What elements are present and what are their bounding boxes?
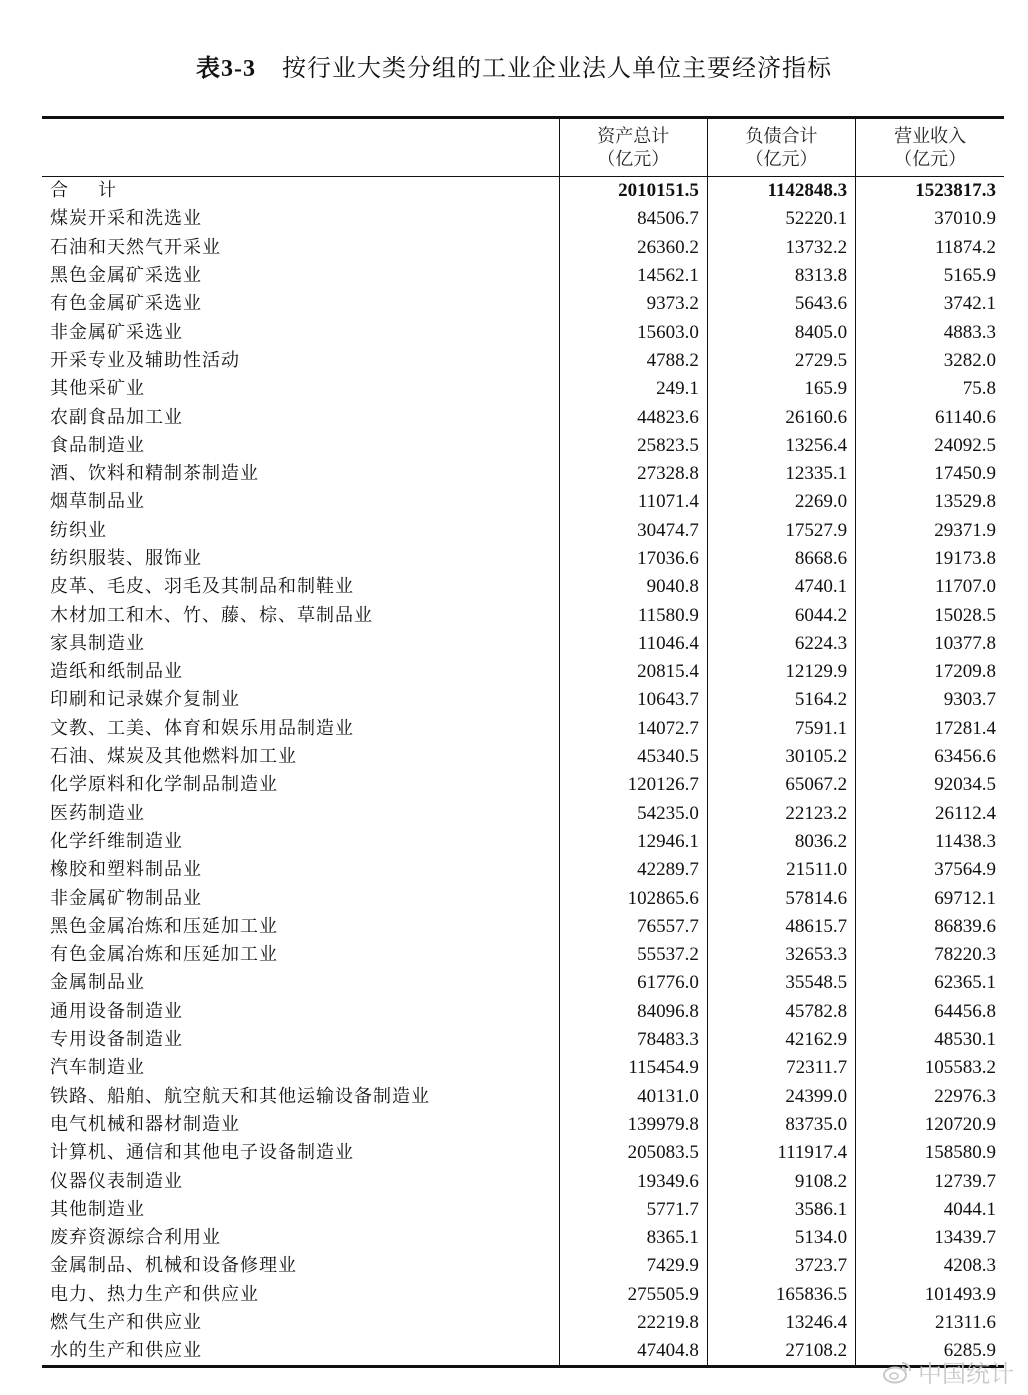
assets-value: 9373.2 xyxy=(559,290,707,318)
revenue-value: 63456.6 xyxy=(856,743,1004,771)
table-row xyxy=(42,969,1004,997)
watermark-text: 中国统计 xyxy=(918,1360,1014,1388)
table-title-text: 按行业大类分组的工业企业法人单位主要经济指标 xyxy=(282,54,832,82)
assets-value: 55537.2 xyxy=(559,941,707,969)
revenue-value: 101493.9 xyxy=(856,1281,1004,1309)
table-row xyxy=(42,1139,1004,1167)
industry-name: 计算机、通信和其他电子设备制造业 xyxy=(50,1142,354,1164)
liabilities-value: 4740.1 xyxy=(707,573,855,601)
liabilities-value: 13256.4 xyxy=(707,432,855,460)
industry-name: 纺织服装、服饰业 xyxy=(50,548,202,569)
revenue-value: 37010.9 xyxy=(856,205,1004,233)
assets-value: 14072.7 xyxy=(559,715,707,743)
liabilities-value: 8036.2 xyxy=(707,828,855,856)
assets-value: 45340.5 xyxy=(559,743,707,771)
revenue-value: 13439.7 xyxy=(856,1224,1004,1252)
assets-value: 11580.9 xyxy=(559,601,707,629)
liabilities-value: 65067.2 xyxy=(707,771,855,799)
table-row xyxy=(42,771,1004,799)
assets-value: 275505.9 xyxy=(559,1281,707,1309)
assets-value: 11071.4 xyxy=(559,488,707,516)
liabilities-value: 22123.2 xyxy=(707,800,855,828)
liabilities-value: 165.9 xyxy=(707,375,855,403)
industry-name: 非金属矿物制品业 xyxy=(50,887,202,909)
table-row xyxy=(42,800,1004,828)
revenue-value: 9303.7 xyxy=(856,686,1004,714)
liabilities-value: 21511.0 xyxy=(707,856,855,884)
revenue-value: 19173.8 xyxy=(856,545,1004,573)
liabilities-value: 72311.7 xyxy=(707,1054,855,1082)
liabilities-value: 6044.2 xyxy=(707,601,855,629)
liabilities-value: 32653.3 xyxy=(707,941,855,969)
table-row xyxy=(42,630,1004,658)
industry-name: 有色金属冶炼和压延加工业 xyxy=(50,944,278,966)
industry-name: 金属制品业 xyxy=(50,972,145,994)
assets-value: 44823.6 xyxy=(559,403,707,431)
liabilities-value: 5134.0 xyxy=(707,1224,855,1252)
assets-value: 10643.7 xyxy=(559,686,707,714)
industry-name: 燃气生产和供应业 xyxy=(50,1312,202,1334)
revenue-value: 158580.9 xyxy=(856,1139,1004,1167)
assets-value: 9040.8 xyxy=(559,573,707,601)
liabilities-value: 13732.2 xyxy=(707,234,855,262)
liabilities-value: 6224.3 xyxy=(707,630,855,658)
revenue-value: 10377.8 xyxy=(856,630,1004,658)
industry-name: 其他采矿业 xyxy=(50,378,145,400)
industry-name: 医药制造业 xyxy=(50,802,145,824)
revenue-value: 48530.1 xyxy=(856,1026,1004,1054)
industry-name: 开采专业及辅助性活动 xyxy=(50,349,240,371)
industry-name: 石油、煤炭及其他燃料加工业 xyxy=(50,746,297,768)
revenue-value: 86839.6 xyxy=(856,913,1004,941)
revenue-value: 5165.9 xyxy=(856,262,1004,290)
liabilities-value: 12335.1 xyxy=(707,460,855,488)
industry-name: 农副食品加工业 xyxy=(50,406,183,428)
industry-name: 木材加工和木、竹、藤、棕、草制品业 xyxy=(50,604,373,626)
assets-value: 17036.6 xyxy=(559,545,707,573)
industry-name: 造纸和纸制品业 xyxy=(50,661,183,683)
total-liabilities-value: 1142848.3 xyxy=(707,177,855,206)
table-row xyxy=(42,290,1004,318)
industry-name: 化学原料和化学制品制造业 xyxy=(50,774,278,796)
revenue-value: 61140.6 xyxy=(856,403,1004,431)
assets-value: 61776.0 xyxy=(559,969,707,997)
assets-value: 11046.4 xyxy=(559,630,707,658)
liabilities-value: 3586.1 xyxy=(707,1196,855,1224)
header-operating-revenue: 营业收入 （亿元） xyxy=(856,118,1004,177)
revenue-value: 3742.1 xyxy=(856,290,1004,318)
revenue-value: 11874.2 xyxy=(856,234,1004,262)
revenue-value: 120720.9 xyxy=(856,1111,1004,1139)
header-total-liabilities: 负债合计 （亿元） xyxy=(707,118,855,177)
table-number: 表3-3 xyxy=(196,56,256,82)
revenue-value: 21311.6 xyxy=(856,1309,1004,1337)
table-row xyxy=(42,347,1004,375)
table-row xyxy=(42,234,1004,262)
liabilities-value: 12129.9 xyxy=(707,658,855,686)
revenue-value: 17281.4 xyxy=(856,715,1004,743)
industry-name: 家具制造业 xyxy=(50,632,145,654)
assets-value: 30474.7 xyxy=(559,517,707,545)
revenue-value: 13529.8 xyxy=(856,488,1004,516)
liabilities-value: 26160.6 xyxy=(707,403,855,431)
assets-value: 42289.7 xyxy=(559,856,707,884)
total-revenue-value: 1523817.3 xyxy=(856,177,1004,206)
liabilities-value: 45782.8 xyxy=(707,998,855,1026)
assets-value: 102865.6 xyxy=(559,884,707,912)
liabilities-value: 35548.5 xyxy=(707,969,855,997)
liabilities-value: 111917.4 xyxy=(707,1139,855,1167)
table-row xyxy=(42,488,1004,516)
industry-name: 煤炭开采和洗选业 xyxy=(50,208,202,230)
revenue-value: 6285.9 xyxy=(856,1337,1004,1367)
industry-name: 食品制造业 xyxy=(50,434,145,456)
revenue-value: 3282.0 xyxy=(856,347,1004,375)
table-row xyxy=(42,517,1004,545)
header-industry xyxy=(42,118,559,177)
industry-name: 化学纤维制造业 xyxy=(50,830,183,852)
liabilities-value: 165836.5 xyxy=(707,1281,855,1309)
table-row xyxy=(42,1167,1004,1195)
liabilities-value: 52220.1 xyxy=(707,205,855,233)
table-row xyxy=(42,1111,1004,1139)
page-title xyxy=(0,48,1028,83)
table-row xyxy=(42,1281,1004,1309)
assets-value: 12946.1 xyxy=(559,828,707,856)
revenue-value: 12739.7 xyxy=(856,1167,1004,1195)
assets-value: 8365.1 xyxy=(559,1224,707,1252)
assets-value: 115454.9 xyxy=(559,1054,707,1082)
table-row xyxy=(42,375,1004,403)
assets-value: 40131.0 xyxy=(559,1083,707,1111)
assets-value: 205083.5 xyxy=(559,1139,707,1167)
table-row xyxy=(42,545,1004,573)
liabilities-value: 8405.0 xyxy=(707,318,855,346)
industry-name: 废弃资源综合利用业 xyxy=(50,1227,221,1249)
watermark xyxy=(882,1354,1014,1389)
revenue-value: 78220.3 xyxy=(856,941,1004,969)
assets-value: 25823.5 xyxy=(559,432,707,460)
industry-name: 纺织业 xyxy=(50,519,107,541)
industry-name: 黑色金属矿采选业 xyxy=(50,265,202,287)
table-row xyxy=(42,1054,1004,1082)
liabilities-value: 2729.5 xyxy=(707,347,855,375)
industry-name: 电气机械和器材制造业 xyxy=(50,1113,240,1135)
revenue-value: 92034.5 xyxy=(856,771,1004,799)
assets-value: 120126.7 xyxy=(559,771,707,799)
table-row xyxy=(42,1224,1004,1252)
revenue-value: 17450.9 xyxy=(856,460,1004,488)
liabilities-value: 3723.7 xyxy=(707,1252,855,1280)
table-row xyxy=(42,1252,1004,1280)
revenue-value: 26112.4 xyxy=(856,800,1004,828)
table-row xyxy=(42,884,1004,912)
table-row xyxy=(42,658,1004,686)
table-body xyxy=(42,177,1004,1367)
revenue-value: 15028.5 xyxy=(856,601,1004,629)
table-row xyxy=(42,1083,1004,1111)
assets-value: 54235.0 xyxy=(559,800,707,828)
table-row xyxy=(42,998,1004,1026)
liabilities-value: 57814.6 xyxy=(707,884,855,912)
industry-name: 其他制造业 xyxy=(50,1198,145,1220)
weibo-icon xyxy=(882,1360,912,1384)
table-row xyxy=(42,573,1004,601)
assets-value: 84506.7 xyxy=(559,205,707,233)
industry-name: 仪器仪表制造业 xyxy=(50,1170,183,1192)
assets-value: 76557.7 xyxy=(559,913,707,941)
table-row xyxy=(42,941,1004,969)
table-row xyxy=(42,432,1004,460)
table-row xyxy=(42,318,1004,346)
industry-name: 电力、热力生产和供应业 xyxy=(50,1283,259,1305)
assets-value: 4788.2 xyxy=(559,347,707,375)
assets-value: 22219.8 xyxy=(559,1309,707,1337)
liabilities-value: 83735.0 xyxy=(707,1111,855,1139)
assets-value: 27328.8 xyxy=(559,460,707,488)
assets-value: 249.1 xyxy=(559,375,707,403)
table-row xyxy=(42,743,1004,771)
revenue-value: 11438.3 xyxy=(856,828,1004,856)
liabilities-value: 8313.8 xyxy=(707,262,855,290)
assets-value: 26360.2 xyxy=(559,234,707,262)
table-row xyxy=(42,205,1004,233)
table-row xyxy=(42,856,1004,884)
liabilities-value: 24399.0 xyxy=(707,1083,855,1111)
table-row xyxy=(42,686,1004,714)
header-total-assets: 资产总计 （亿元） xyxy=(559,118,707,177)
table-row xyxy=(42,403,1004,431)
assets-value: 15603.0 xyxy=(559,318,707,346)
revenue-value: 11707.0 xyxy=(856,573,1004,601)
table-row xyxy=(42,913,1004,941)
liabilities-value: 30105.2 xyxy=(707,743,855,771)
indicator-table xyxy=(42,116,1004,1368)
table-row xyxy=(42,601,1004,629)
revenue-value: 37564.9 xyxy=(856,856,1004,884)
industry-name: 汽车制造业 xyxy=(50,1057,145,1079)
liabilities-value: 27108.2 xyxy=(707,1337,855,1367)
revenue-value: 24092.5 xyxy=(856,432,1004,460)
assets-value: 78483.3 xyxy=(559,1026,707,1054)
revenue-value: 105583.2 xyxy=(856,1054,1004,1082)
table-row xyxy=(42,1337,1004,1367)
industry-name: 橡胶和塑料制品业 xyxy=(50,859,202,881)
liabilities-value: 8668.6 xyxy=(707,545,855,573)
table-row xyxy=(42,1196,1004,1224)
assets-value: 7429.9 xyxy=(559,1252,707,1280)
liabilities-value: 2269.0 xyxy=(707,488,855,516)
total-row xyxy=(42,177,1004,206)
liabilities-value: 17527.9 xyxy=(707,517,855,545)
revenue-value: 17209.8 xyxy=(856,658,1004,686)
industry-name: 酒、饮料和精制茶制造业 xyxy=(50,463,259,485)
liabilities-value: 48615.7 xyxy=(707,913,855,941)
industry-name: 水的生产和供应业 xyxy=(50,1340,202,1362)
revenue-value: 62365.1 xyxy=(856,969,1004,997)
industry-name: 烟草制品业 xyxy=(50,491,145,513)
industry-name: 黑色金属冶炼和压延加工业 xyxy=(50,915,278,937)
table-row xyxy=(42,828,1004,856)
assets-value: 47404.8 xyxy=(559,1337,707,1367)
table-row xyxy=(42,1026,1004,1054)
table-header xyxy=(42,118,1004,177)
revenue-value: 64456.8 xyxy=(856,998,1004,1026)
liabilities-value: 42162.9 xyxy=(707,1026,855,1054)
revenue-value: 75.8 xyxy=(856,375,1004,403)
revenue-value: 69712.1 xyxy=(856,884,1004,912)
assets-value: 139979.8 xyxy=(559,1111,707,1139)
liabilities-value: 13246.4 xyxy=(707,1309,855,1337)
table-row xyxy=(42,460,1004,488)
total-assets-value: 2010151.5 xyxy=(559,177,707,206)
revenue-value: 4044.1 xyxy=(856,1196,1004,1224)
industry-name: 石油和天然气开采业 xyxy=(50,236,221,258)
assets-value: 19349.6 xyxy=(559,1167,707,1195)
industry-name: 非金属矿采选业 xyxy=(50,321,183,343)
industry-name: 有色金属矿采选业 xyxy=(50,293,202,315)
liabilities-value: 9108.2 xyxy=(707,1167,855,1195)
industry-name: 金属制品、机械和设备修理业 xyxy=(50,1255,297,1277)
assets-value: 5771.7 xyxy=(559,1196,707,1224)
total-label: 合 计 xyxy=(50,180,122,202)
revenue-value: 29371.9 xyxy=(856,517,1004,545)
industry-name: 通用设备制造业 xyxy=(50,1000,183,1022)
liabilities-value: 5164.2 xyxy=(707,686,855,714)
industry-name: 铁路、船舶、航空航天和其他运输设备制造业 xyxy=(50,1085,430,1107)
assets-value: 84096.8 xyxy=(559,998,707,1026)
revenue-value: 4208.3 xyxy=(856,1252,1004,1280)
assets-value: 20815.4 xyxy=(559,658,707,686)
industry-name: 文教、工美、体育和娱乐用品制造业 xyxy=(50,717,354,739)
table-row xyxy=(42,1309,1004,1337)
revenue-value: 4883.3 xyxy=(856,318,1004,346)
industry-name: 印刷和记录媒介复制业 xyxy=(50,689,240,711)
industry-name: 皮革、毛皮、羽毛及其制品和制鞋业 xyxy=(50,576,354,598)
liabilities-value: 5643.6 xyxy=(707,290,855,318)
table-row xyxy=(42,262,1004,290)
table-row xyxy=(42,715,1004,743)
revenue-value: 22976.3 xyxy=(856,1083,1004,1111)
liabilities-value: 7591.1 xyxy=(707,715,855,743)
assets-value: 14562.1 xyxy=(559,262,707,290)
industry-name: 专用设备制造业 xyxy=(50,1029,183,1051)
